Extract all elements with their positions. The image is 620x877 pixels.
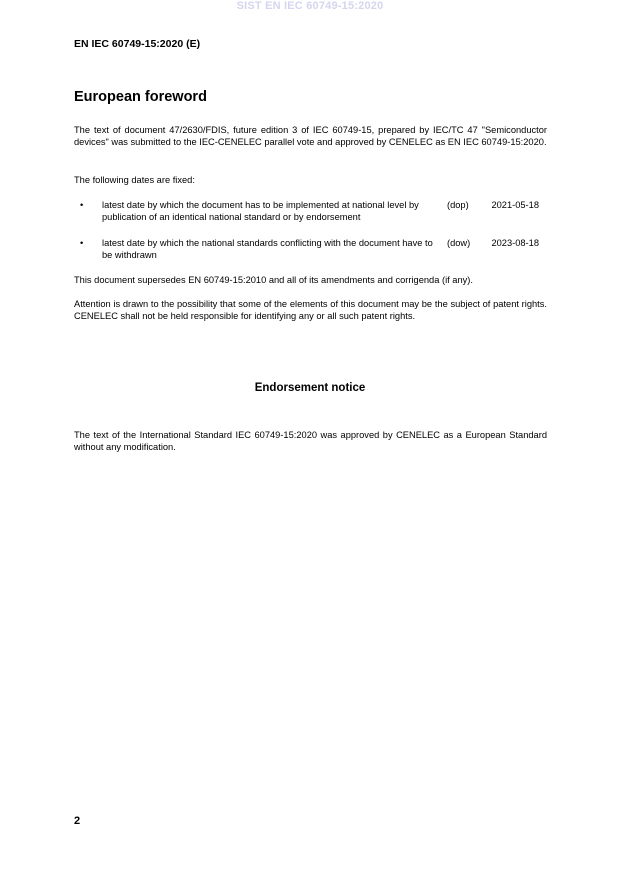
endorsement-heading: Endorsement notice [254, 382, 366, 394]
document-id: EN IEC 60749-15:2020 (E) [74, 38, 201, 50]
date-abbreviation: (dow) [447, 238, 471, 248]
foreword-heading: European foreword [74, 89, 207, 105]
bullet-icon: • [80, 200, 84, 210]
date-description: latest date by which the document has to be implemented at national level by publication of an identical national standard or by endorsement [102, 200, 419, 222]
supersedes-paragraph: This document supersedes EN 60749-15:2010 and all of its amendments and corrigenda (if any). [74, 275, 473, 285]
bullet-icon: • [80, 238, 84, 248]
date-abbreviation: (dop) [447, 200, 469, 210]
date-value: 2023-08-18 [491, 238, 539, 248]
endorsement-paragraph: The text of the International Standard IEC 60749-15:2020 was approved by CENELEC as a European Standard without any modification. [74, 430, 547, 452]
page-number: 2 [74, 815, 81, 827]
date-value: 2021-05-18 [491, 200, 539, 210]
date-description: latest date by which the national standards conflicting with the document have to be withdrawn [102, 238, 433, 260]
date-list-item [74, 199, 547, 225]
watermark: SIST EN IEC 60749-15:2020 [236, 0, 384, 12]
date-list-item [74, 237, 547, 263]
attention-paragraph: Attention is drawn to the possibility that some of the elements of this document may be the subject of patent rights. CENELEC shall not be held responsible for identifying any or all such patent rights. [74, 299, 547, 321]
dates-intro-paragraph: The following dates are fixed: [74, 175, 195, 185]
foreword-intro-paragraph: The text of document 47/2630/FDIS, future edition 3 of IEC 60749-15, prepared by IEC/TC 47 "Semiconductor devices" was submitted to the IEC-CENELEC parallel vote and approved by CENELEC as EN IEC 60749-15:2020. [74, 125, 547, 147]
